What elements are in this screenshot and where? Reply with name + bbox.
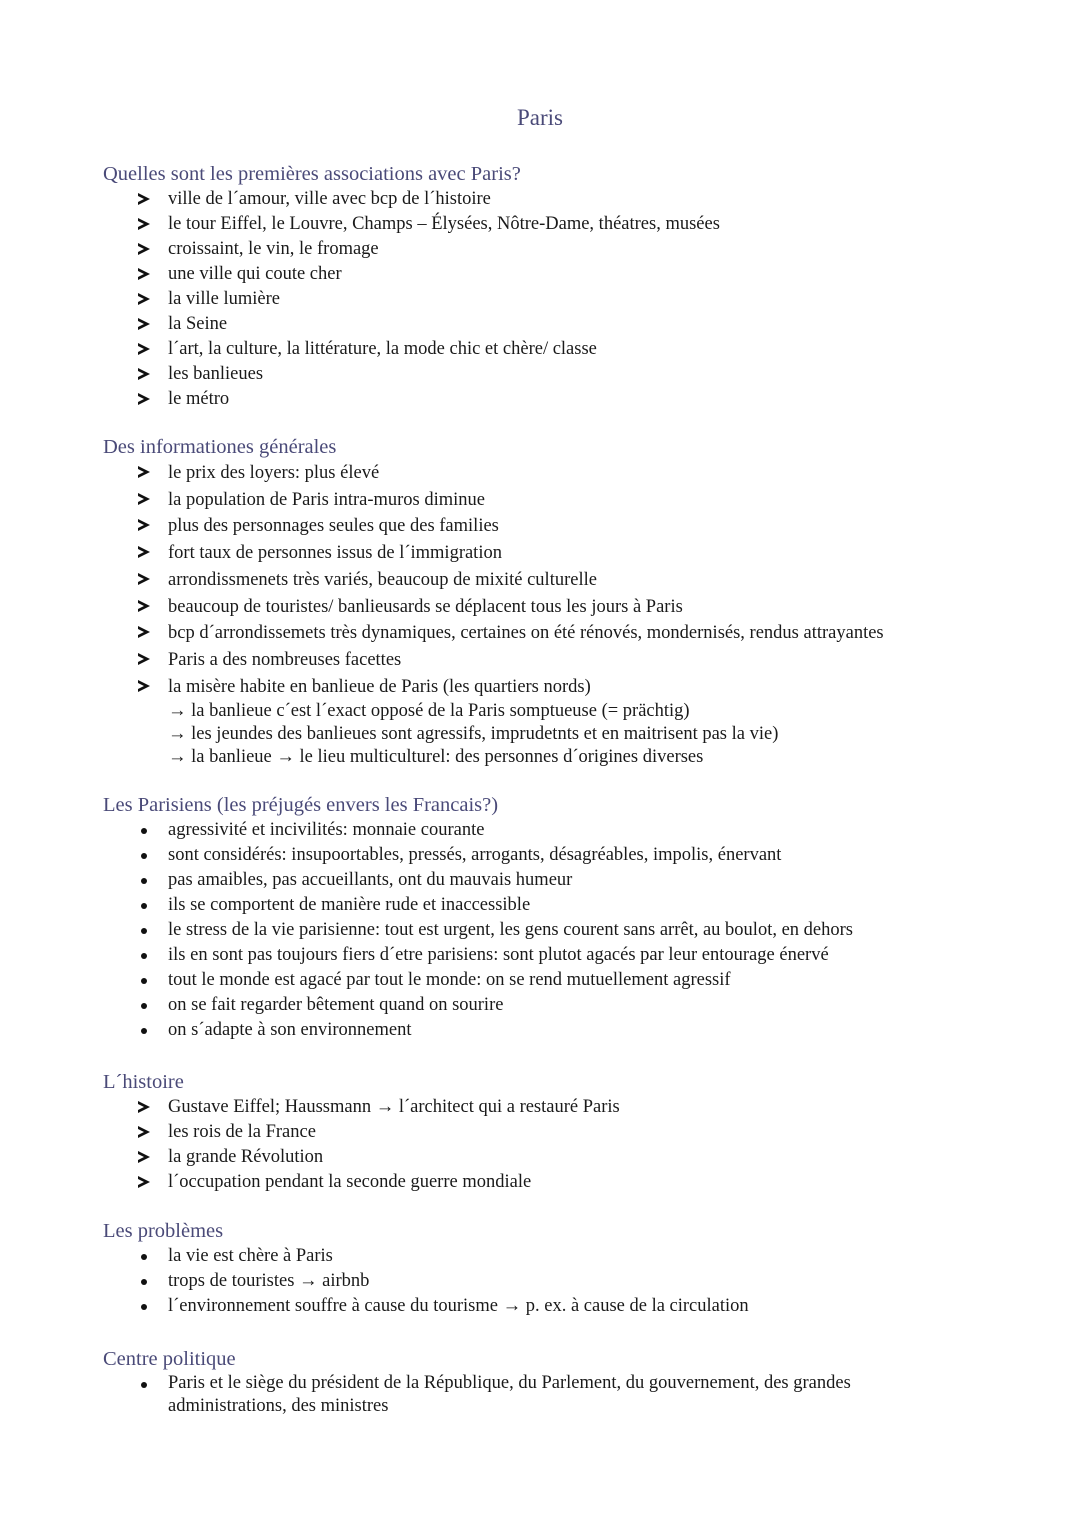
arrow-bullet-icon	[136, 647, 156, 672]
list-item: Paris a des nombreuses facettes	[103, 647, 983, 674]
section-heading: Les Parisiens (les préjugés envers les Francais?)	[103, 794, 499, 816]
dot-bullet-icon	[136, 1294, 156, 1319]
section-general-info	[103, 435, 983, 769]
arrow-bullet-icon	[136, 513, 156, 538]
sub-item: → les jeundes des banlieues sont agressifs, imprudetnts et en maitrisent pas la vie)	[168, 724, 779, 745]
list-item: sont considérés: insupoortables, pressés, arrogants, désagréables, impolis, énervant	[103, 843, 983, 868]
dot-bullet-icon	[136, 818, 156, 843]
list-item: pas amaibles, pas accueillants, ont du mauvais humeur	[103, 868, 983, 893]
list-item: arrondissmenets très variés, beaucoup de mixité culturelle	[103, 567, 983, 594]
list-item: trops de touristes → airbnb	[103, 1269, 983, 1294]
list-item: la population de Paris intra-muros diminue	[103, 487, 983, 514]
arrow-bullet-icon	[136, 1170, 156, 1195]
arrow-bullet-icon	[136, 620, 156, 645]
arrow-bullet-icon	[136, 387, 156, 412]
list-item: l´occupation pendant la seconde guerre mondiale	[103, 1170, 983, 1195]
list-item: on s´adapte à son environnement	[103, 1018, 983, 1043]
arrow-bullet-icon	[136, 187, 156, 212]
list-item: le métro	[103, 387, 983, 412]
arrow-bullet-icon	[136, 594, 156, 619]
dot-bullet-icon	[136, 1018, 156, 1043]
section-heading: Les problèmes	[103, 1220, 224, 1242]
arrow-bullet-icon	[136, 1145, 156, 1170]
section-associations	[103, 162, 983, 412]
dot-bullet-icon	[136, 893, 156, 918]
list-item: Paris et le siège du président de la République, du Parlement, du gouvernement, des grandes administrations, des ministres	[103, 1372, 928, 1418]
bullet-list	[103, 1372, 983, 1418]
list-item: les banlieues	[103, 362, 983, 387]
dot-bullet-icon	[136, 918, 156, 943]
list-item: une ville qui coute cher	[103, 262, 983, 287]
list-item: beaucoup de touristes/ banlieusards se déplacent tous les jours à Paris	[103, 594, 983, 621]
list-item: l´environnement souffre à cause du tourisme → p. ex. à cause de la circulation	[103, 1294, 983, 1319]
page-title: Paris	[517, 105, 563, 130]
list-item: les rois de la France	[103, 1120, 983, 1145]
list-item: l´art, la culture, la littérature, la mode chic et chère/ classe	[103, 337, 983, 362]
list-item: la misère habite en banlieue de Paris (les quartiers nords) → la banlieue c´est l´exact opposé de la Paris somptueuse (= prächtig) → les jeundes des banlieues sont agressifs, imprudetnts et en maitrisent pas la vie) → la banlieue → le lieu multiculturel: des personnes d´origines diverses	[103, 674, 983, 770]
bullet-list	[103, 1244, 983, 1319]
arrow-bullet-icon	[136, 212, 156, 237]
arrow-bullet-icon	[136, 1095, 156, 1120]
list-item: ils en sont pas toujours fiers d´etre parisiens: sont plutot agacés par leur entourage énervé	[103, 943, 983, 968]
list-item: Gustave Eiffel; Haussmann → l´architect qui a restauré Paris	[103, 1095, 983, 1120]
dot-bullet-icon	[136, 968, 156, 993]
section-heading: L´histoire	[103, 1071, 184, 1093]
arrow-bullet-icon	[136, 487, 156, 512]
list-item: le prix des loyers: plus élevé	[103, 460, 983, 487]
arrow-bullet-icon	[136, 337, 156, 362]
section-heading: Des informationes générales	[103, 436, 337, 458]
arrow-bullet-icon	[136, 567, 156, 592]
bullet-list	[103, 1095, 983, 1195]
arrow-bullet-icon	[136, 460, 156, 485]
list-item: le tour Eiffel, le Louvre, Champs – Élysées, Nôtre-Dame, théatres, musées	[103, 212, 983, 237]
list-item: la ville lumière	[103, 287, 983, 312]
bullet-list	[103, 818, 983, 1043]
dot-bullet-icon	[136, 1244, 156, 1269]
arrow-bullet-icon	[136, 262, 156, 287]
dot-bullet-icon	[136, 843, 156, 868]
list-item: tout le monde est agacé par tout le monde: on se rend mutuellement agressif	[103, 968, 983, 993]
section-centre-politique	[103, 1347, 983, 1418]
arrow-bullet-icon	[136, 362, 156, 387]
list-item: ville de l´amour, ville avec bcp de l´histoire	[103, 187, 983, 212]
list-item: agressivité et incivilités: monnaie courante	[103, 818, 983, 843]
arrow-bullet-icon	[136, 312, 156, 337]
list-item: la vie est chère à Paris	[103, 1244, 983, 1269]
section-heading: Quelles sont les premières associations avec Paris?	[103, 163, 521, 185]
list-item: fort taux de personnes issus de l´immigration	[103, 540, 983, 567]
list-item: croissaint, le vin, le fromage	[103, 237, 983, 262]
arrow-bullet-icon	[136, 1120, 156, 1145]
section-parisiens	[103, 793, 983, 1043]
bullet-list	[103, 460, 983, 769]
arrow-bullet-icon	[136, 674, 156, 699]
dot-bullet-icon	[136, 1372, 156, 1397]
bullet-list	[103, 187, 983, 412]
dot-bullet-icon	[136, 1269, 156, 1294]
list-item: la grande Révolution	[103, 1145, 983, 1170]
dot-bullet-icon	[136, 993, 156, 1018]
dot-bullet-icon	[136, 868, 156, 893]
list-item: bcp d´arrondissemets très dynamiques, certaines on été rénovés, mondernisés, rendus attrayantes	[103, 620, 983, 647]
sub-item: → la banlieue → le lieu multiculturel: des personnes d´origines diverses	[168, 747, 704, 768]
sub-item: → la banlieue c´est l´exact opposé de la Paris somptueuse (= prächtig)	[168, 701, 690, 722]
list-item: on se fait regarder bêtement quand on sourire	[103, 993, 983, 1018]
list-item: le stress de la vie parisienne: tout est urgent, les gens courent sans arrêt, au boulot, en dehors	[103, 918, 983, 943]
section-problemes	[103, 1219, 983, 1319]
section-heading: Centre politique	[103, 1348, 236, 1370]
list-item: ils se comportent de manière rude et inaccessible	[103, 893, 983, 918]
dot-bullet-icon	[136, 943, 156, 968]
arrow-bullet-icon	[136, 540, 156, 565]
arrow-bullet-icon	[136, 287, 156, 312]
list-item: la Seine	[103, 312, 983, 337]
list-item: plus des personnages seules que des families	[103, 513, 983, 540]
section-histoire	[103, 1070, 983, 1195]
arrow-bullet-icon	[136, 237, 156, 262]
